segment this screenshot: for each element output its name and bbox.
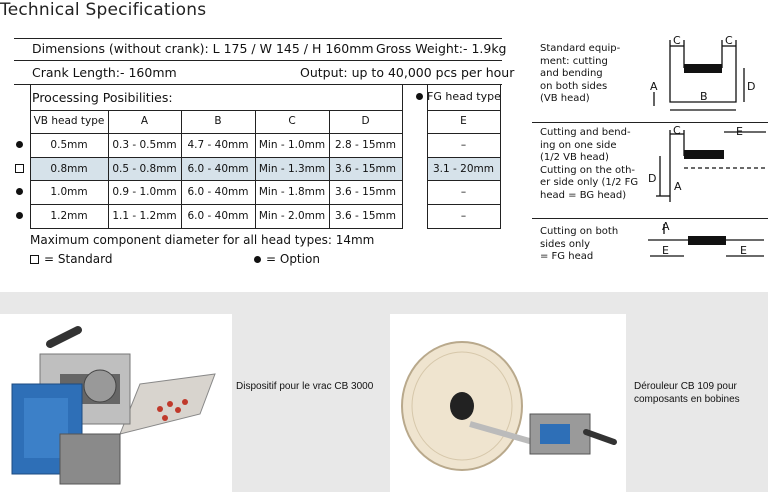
table-cell: 6.0 - 40mm (187, 163, 249, 175)
header-vb-head-type: VB head type (33, 115, 105, 127)
option-bullet-icon (254, 256, 261, 263)
reel-dispenser-image (390, 314, 626, 492)
diagram-letter: D (648, 172, 657, 185)
table-cell: 3.6 - 15mm (335, 163, 396, 175)
diagram-letter: E (662, 244, 669, 257)
header-a: A (140, 115, 149, 127)
diagram-letter: A (674, 180, 682, 193)
fg-head-label: FG head type (427, 90, 501, 103)
table-cell: 0.5mm (50, 139, 88, 151)
table-cell: – (460, 210, 467, 222)
table-cell: Min - 1.8mm (258, 186, 326, 198)
output-text: Output: up to 40,000 pcs per hour (300, 65, 515, 80)
product-photo-bulk (0, 314, 232, 492)
crank-length-text: Crank Length:- 160mm (32, 65, 177, 80)
option-bullet-icon (16, 141, 23, 148)
cut-diagram (640, 220, 768, 270)
standard-box-icon (30, 255, 39, 264)
table-cell: 2.8 - 15mm (335, 139, 396, 151)
max-diameter-text: Maximum component diameter for all head types: 14mm (30, 233, 375, 247)
bulk-feeder-image (0, 314, 232, 492)
header-d: D (361, 115, 370, 127)
table-cell: 1.0mm (50, 186, 88, 198)
legend-option: = Option (266, 252, 320, 266)
table-cell: 3.1 - 20mm (433, 163, 494, 175)
diagram-letter: E (740, 244, 747, 257)
table-cell: 1.2mm (50, 210, 88, 222)
header-b: B (214, 115, 222, 127)
diagram-letter: A (650, 80, 658, 93)
diagram-letter: C (725, 34, 733, 47)
side-note-half-vb: Cutting and bend- ing on one side (1/2 VB head) Cutting on the oth- er side only (1/2 FG head = BG head) (540, 127, 639, 201)
table-cell: 4.7 - 40mm (187, 139, 249, 151)
caption-bulk: Dispositif pour le vrac CB 3000 (236, 381, 374, 392)
header-e: E (460, 115, 467, 127)
table-cell: 0.8mm (50, 163, 88, 175)
diagram-letter: A (662, 220, 670, 233)
processing-label: Processing Posibilities: (32, 90, 173, 105)
side-note-fg: Cutting on both sides only = FG head (540, 226, 619, 262)
caption-reel: Dérouleur CB 109 pour composants en bobines (634, 381, 740, 405)
table-cell: 3.6 - 15mm (335, 186, 396, 198)
table-cell: – (460, 186, 467, 198)
table-cell: Min - 1.3mm (258, 163, 326, 175)
header-c: C (288, 115, 296, 127)
diagram-letter: B (700, 90, 708, 103)
bend-diagram (640, 34, 768, 122)
legend-standard: = Standard (44, 252, 113, 266)
table-cell: Min - 1.0mm (258, 139, 326, 151)
gross-weight-text: Gross Weight:- 1.9kg (376, 41, 507, 56)
table-cell: 0.3 - 0.5mm (112, 139, 177, 151)
product-photo-reel (390, 314, 626, 492)
dimensions-text: Dimensions (without crank): L 175 / W 145 / H 160mm (32, 41, 374, 56)
side-note-standard: Standard equip- ment: cutting and bending on both sides (VB head) (540, 43, 621, 104)
page-title: Technical Specifications (0, 0, 207, 20)
diagram-letter: C (673, 124, 681, 137)
option-bullet-icon (16, 188, 23, 195)
table-cell: 0.9 - 1.0mm (112, 186, 177, 198)
option-bullet-icon (16, 212, 23, 219)
standard-box-icon (15, 164, 24, 173)
option-bullet-icon (416, 93, 423, 100)
table-cell: – (460, 139, 467, 151)
diagram-letter: D (747, 80, 756, 93)
half-bend-diagram (640, 124, 768, 216)
table-cell: Min - 2.0mm (258, 210, 326, 222)
diagram-letter: E (736, 125, 743, 138)
table-cell: 0.5 - 0.8mm (112, 163, 177, 175)
table-cell: 1.1 - 1.2mm (112, 210, 177, 222)
diagram-letter: C (673, 34, 681, 47)
table-cell: 6.0 - 40mm (187, 186, 249, 198)
table-cell: 6.0 - 40mm (187, 210, 249, 222)
table-cell: 3.6 - 15mm (335, 210, 396, 222)
